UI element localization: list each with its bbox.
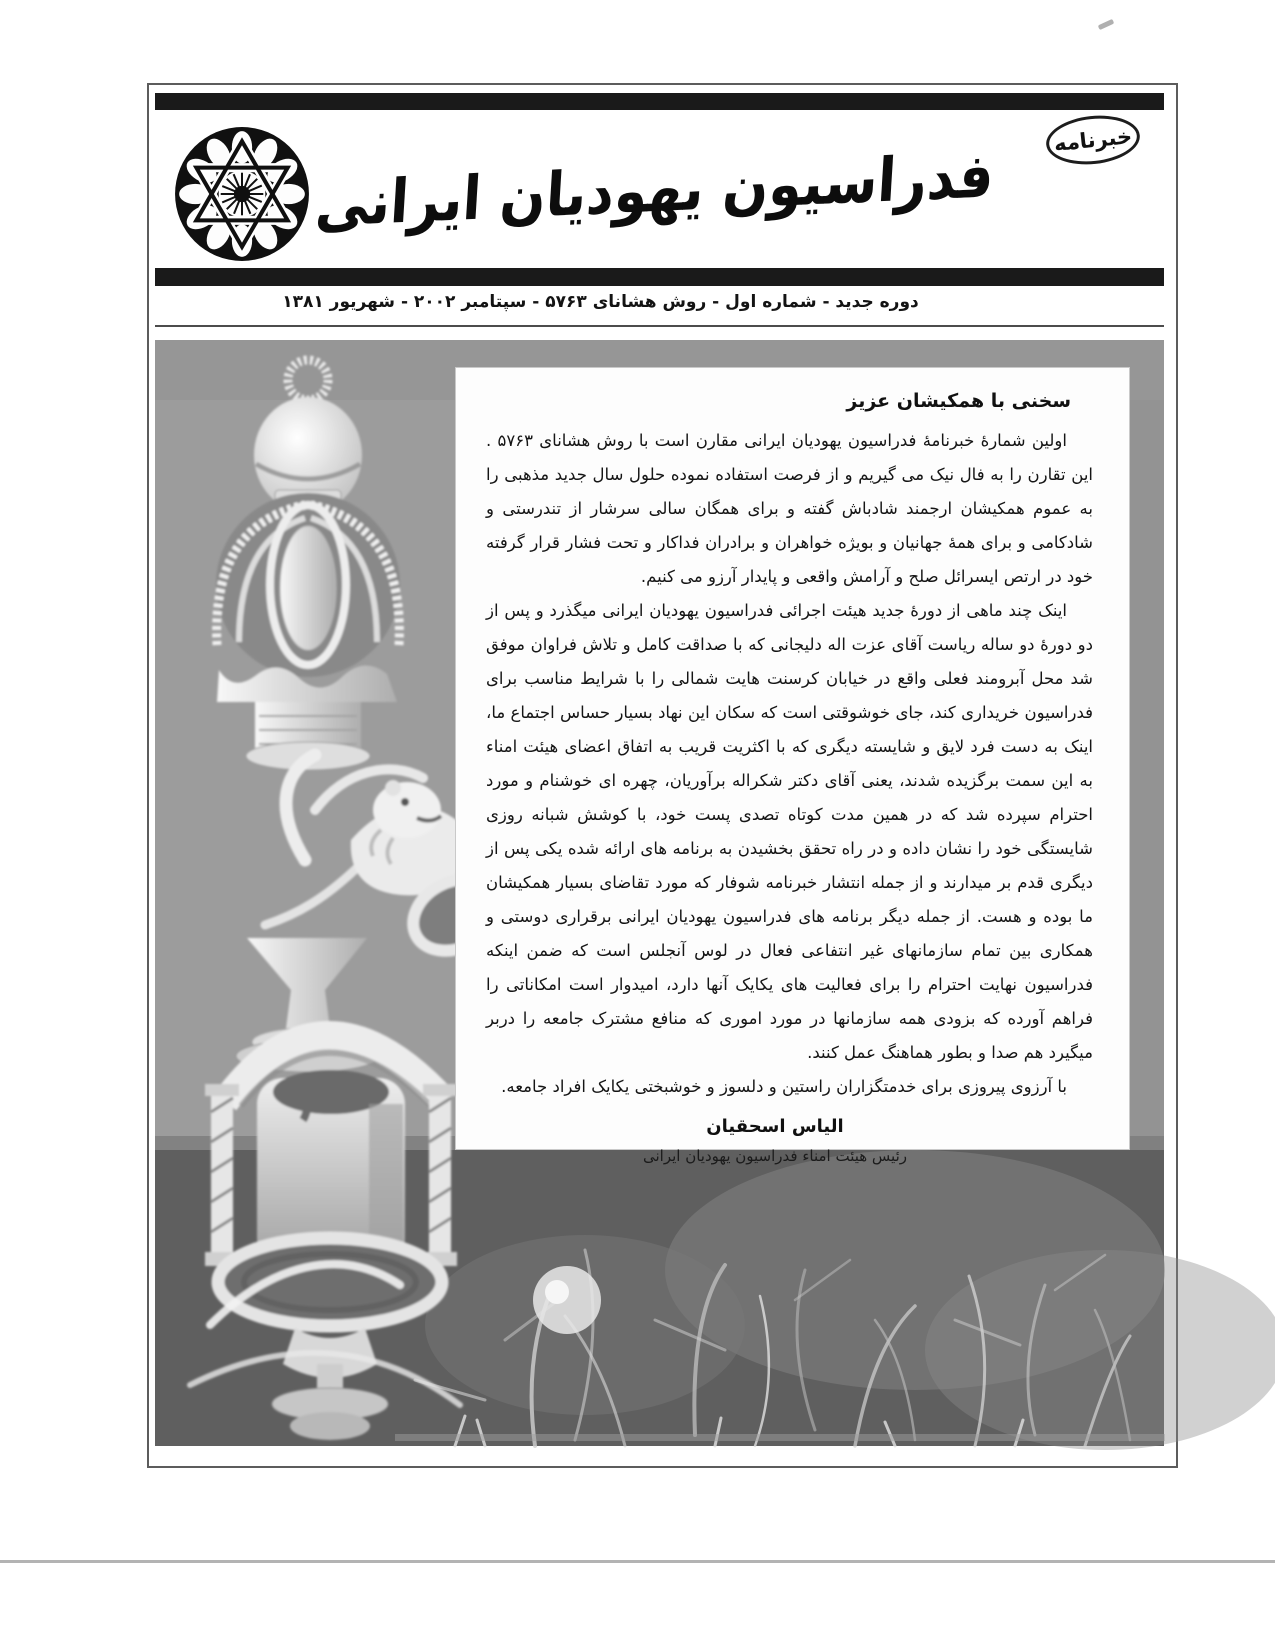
scan-artifact-line <box>0 1560 1275 1563</box>
scan-artifact-mark <box>1098 19 1115 30</box>
article-paragraph-1: اولین شمارهٔ خبرنامهٔ فدراسیون یهودیان ایرانی مقارن است با روش هشانای ۵۷۶۳ . این تقارن را به فال نیک می گیریم و از فرصت استفاده نموده حلول سال جدید مذهبی را به عموم همکیشان ارجمند شادباش گفته و برای همگان سالی سرشار از تندرستی و شادکامی و برای همهٔ جهانیان و بویژه خواهران و برادران فداکار و تحت فشار قرار گرفته خود در ارتص ایسرائل صلح و آرامش واقعی و پایدار آرزو می کنیم. <box>486 431 1093 586</box>
federation-logo star-of-david-rosette-icon <box>171 123 313 265</box>
article-paragraph-3: با آرزوی پیروزی برای خدمتگزاران راستین و دلسوز و خوشبختی یکایک افراد جامعه. <box>501 1077 1067 1096</box>
signature-block <box>625 1116 925 1165</box>
article-box <box>455 367 1130 1165</box>
article-paragraph-2: اینک چند ماهی از دورهٔ جدید هیئت اجرائی فدراسیون یهودیان ایرانی میگذرد و پس از دو دورهٔ دو ساله ریاست آقای عزت اله دلیجانی که با صداقت کامل و تلاش فراوان موفق شد محل آبرومند فعلی واقع در خیابان کرسنت هایت شمالی را با شرایط مناسب برای فدراسیون خریداری کند، جای خوشوقتی است که سکان این نهاد بسیار حساس اجتماع ما، اینک به دست فرد لایق و شایسته دیگری که با اکثریت قریب به اتفاق اعضای هیئت امناء به این سمت برگزیده شدند، یعنی آقای دکتر شکراله برآوریان، چهره ای خوشنام و مورد احترام سپرده شد که در همین مدت کوتاه تصدی پست خود، با کوشش شبانه روزی شایستگی خود را نشان داده و در راه تحقق بخشیدن به برنامه های ارائه شده یکی پس از دیگری قدم بر میدارند و از جمله انتشار خبرنامه شوفار که مورد تقاضای بسیار همکیشان ما بوده و هست. از جمله دیگر برنامه های فدراسیون یهودیان ایرانی برقراری دوستی و همکاری بین تمام سازمانهای غیر انتفاعی فعال در لوس آنجلس است که ضمن اینکه فدراسیون نهایت احترام را برای فعالیت های یکایک آنها دارد، امیدوار است امکاناتی را فراهم آورده که بزودی همه سازمانها در مورد اموری که منافع مشترک جامعه را دربر میگیرد هم صدا و بطور هماهنگ عمل کنند. <box>486 601 1093 1062</box>
signature-name: الیاس اسحقیان <box>706 1116 844 1137</box>
masthead-bar-bottom <box>155 268 1164 286</box>
masthead-title: فدراسیون یهودیان ایرانی <box>313 140 996 241</box>
newsletter-badge: خبرنامه <box>1044 111 1143 169</box>
signature-title: رئیس هیئت امناء فدراسیون یهودیان ایرانی <box>642 1147 907 1165</box>
dateline-rule <box>155 325 1164 327</box>
page-frame <box>147 83 1178 1468</box>
dateline <box>149 292 1176 312</box>
article-heading: سخنی با همکیشان عزیز <box>846 390 1071 412</box>
dateline-text: دوره جدید - شماره اول - روش هشانای ۵۷۶۳ - سپتامبر ۲۰۰۲ - شهریور ۱۳۸۱ <box>282 292 919 312</box>
